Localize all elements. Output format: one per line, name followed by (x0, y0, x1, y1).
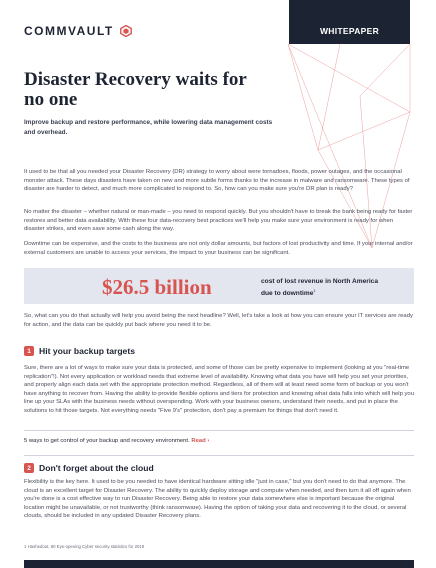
logo-text: COMMVAULT (24, 24, 114, 38)
stat-value: $26.5 billion (102, 275, 212, 299)
stat-footnote-mark: 1 (313, 287, 316, 293)
page-subtitle: Improve backup and restore performance, while lowering data management costs and overhead. (24, 119, 273, 136)
stat-description (261, 278, 391, 298)
section-1-body: Sure, there are a lot of ways to make sure your data is protected, and some of those can be pretty expensive to implement (looking at you "real-time replication"!). Not every application or workload needs that extreme level of availability. Knowing what data you have will help you set your priorities, and properly align each data set with the appropriate protection method. Regardless, all of them will at least need some form of backup or you won't have anything to recover from. Having the ability to provide flexible options and tiers for protection and knowing what data falls into which will help you line up your SLAs with the business needs without overspending. Work with your business owners, understand their needs, and put in place the solutions to hit those targets. Not everything needs "Five 9's" protection, don't pay a premium for things that don't need it. (24, 365, 414, 414)
whitepaper-label: WHITEPAPER (319, 26, 380, 36)
whitepaper-badge (289, 0, 410, 44)
commvault-logo-icon (120, 25, 132, 37)
stat-callout (24, 268, 414, 304)
cta-line (24, 438, 209, 444)
footer-bar (24, 560, 414, 568)
divider (24, 455, 414, 456)
section-number-badge: 1 (24, 346, 34, 356)
section-number-badge: 2 (24, 463, 34, 473)
read-link[interactable] (191, 438, 209, 444)
divider (24, 430, 414, 431)
section-title: Don't forget about the cloud (39, 463, 154, 473)
chevron-right-icon: › (207, 438, 210, 444)
section-2-heading (24, 463, 154, 473)
header (0, 0, 436, 160)
read-link-label: Read (191, 438, 206, 444)
intro-paragraph-1: It used to be that all you needed your Disaster Recovery (DR) strategy to worry about were tornadoes, floods, power outages, and the occasional monster attack. These days disasters have taken on new and more subtle forms thanks to the increase in malware and ransomware. These types of disaster are harder to detect, and much more complicated to respond to. So, how can you make sure you're DR plan is ready? (24, 169, 410, 193)
page-title: Disaster Recovery waits for no one (24, 69, 247, 110)
commvault-logo[interactable] (24, 24, 132, 38)
section-title: Hit your backup targets (39, 346, 135, 356)
transition-paragraph: So, what can you do that actually will help you avoid being the next headline? Well, let's take a look at how you can ensure your IT services are ready for action, and the data can be quickly put back where you need it to be. (24, 313, 413, 328)
section-1-heading (24, 346, 135, 356)
stat-description-text: cost of lost revenue in North America due to downtime (261, 278, 379, 297)
intro-paragraph-3: Downtime can be expensive, and the costs to the business are not only dollar amounts, but factors of lost productivity and time. If your internal and/or external customers are unable to access your services, the impact to your business can be significant. (24, 241, 413, 256)
intro-paragraph-2: No matter the disaster – whether natural or man-made – you need to respond quickly. But you shouldn't have to break the bank being ready for faster restores and better data availability. With these four data-recovery best practices we'll help you make sure your environment is ready for when disaster strikes, and even save some cash along the way. (24, 209, 413, 233)
footnote: 1 Hashedout, 80 Eye-opening Cyber security statistics for 2019 (24, 544, 145, 549)
section-2-body: Flexibility is the key here. It used to be you needed to have identical hardware sitting idle "just in case," but you don't need to do that anymore. The cloud is an excellent target for Disaster Recovery. The ability to quickly deploy storage and compute when needed, and then turn it all off again when you're done is a cost effective way to run Disaster Recovery. Being able to restore your data somewhere else is important because the original location might be unavailable, or not trustworthy (think ransomware). Having the option of taking your data and recovering it to the cloud, or several clouds, should be included in any updated Disaster Recovery plans. (24, 479, 411, 520)
cta-text: 5 ways to get control of your backup and recovery environment. (24, 438, 190, 444)
